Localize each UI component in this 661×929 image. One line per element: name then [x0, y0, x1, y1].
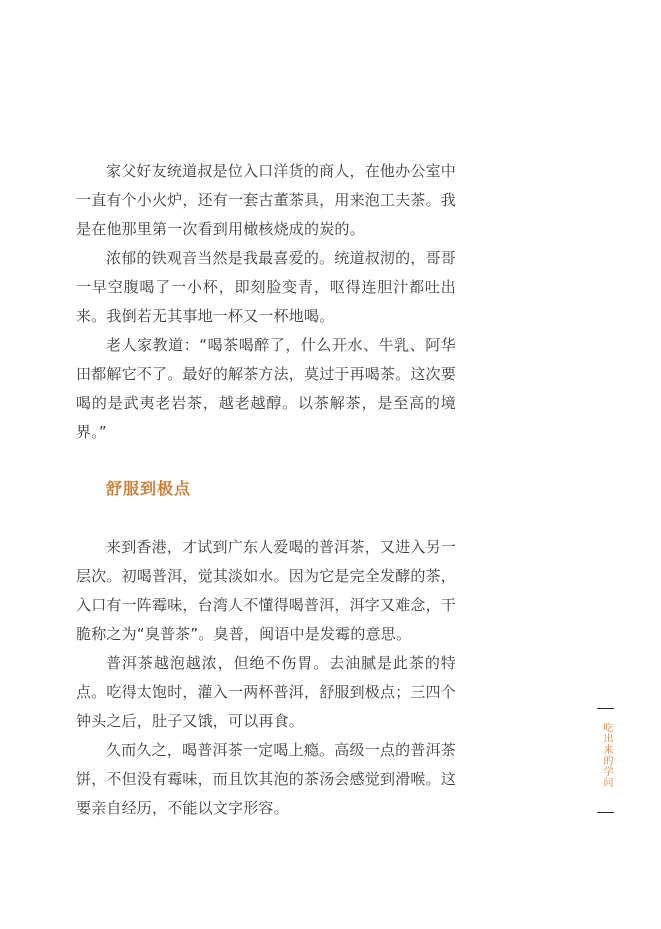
section-heading: 舒服到极点	[106, 479, 192, 498]
paragraph: 来到香港，才试到广东人爱喝的普洱茶，又进入另一层次。初喝普洱，觉其淡如水。因为它是完全发酵的茶，入口有一阵霉味，台湾人不懂得喝普洱，洱字又难念，干脆称之为“臭普茶”。臭普，闽语中是发霉的意思。	[76, 538, 457, 643]
side-running-title: 吃出来的学问	[601, 722, 612, 788]
side-rule-top	[597, 708, 614, 709]
paragraph: 久而久之，喝普洱茶一定喝上瘾。高级一点的普洱茶饼，不但没有霉味，而且饮其泡的茶汤会感觉到滑喉。这要亲自经历，不能以文字形容。	[76, 741, 457, 817]
section-two	[76, 533, 456, 823]
side-rule-bottom	[597, 812, 614, 813]
paragraph: 家父好友统道叔是位入口洋货的商人，在他办公室中一直有个小火炉，还有一套古董茶具，用来泡工夫茶。我是在他那里第一次看到用橄核烧成的炭的。	[76, 162, 457, 238]
paragraph: 浓郁的铁观音当然是我最喜爱的。统道叔沏的，哥哥一早空腹喝了一小杯，即刻脸变青，呕得连胆汁都吐出来。我倒若无其事地一杯又一杯地喝。	[76, 249, 456, 325]
paragraph: 老人家教道：“喝茶喝醉了，什么开水、牛乳、阿华田都解它不了。最好的解茶方法，莫过于再喝茶。这次要喝的是武夷老岩茶，越老越醇。以茶解茶，是至高的境界。”	[76, 336, 457, 441]
paragraph: 普洱茶越泡越浓，但绝不伤胃。去油腻是此茶的特点。吃得太饱时，灌入一两杯普洱，舒服到极点；三四个钟头之后，肚子又饿，可以再食。	[76, 654, 457, 730]
section-one	[76, 157, 456, 447]
